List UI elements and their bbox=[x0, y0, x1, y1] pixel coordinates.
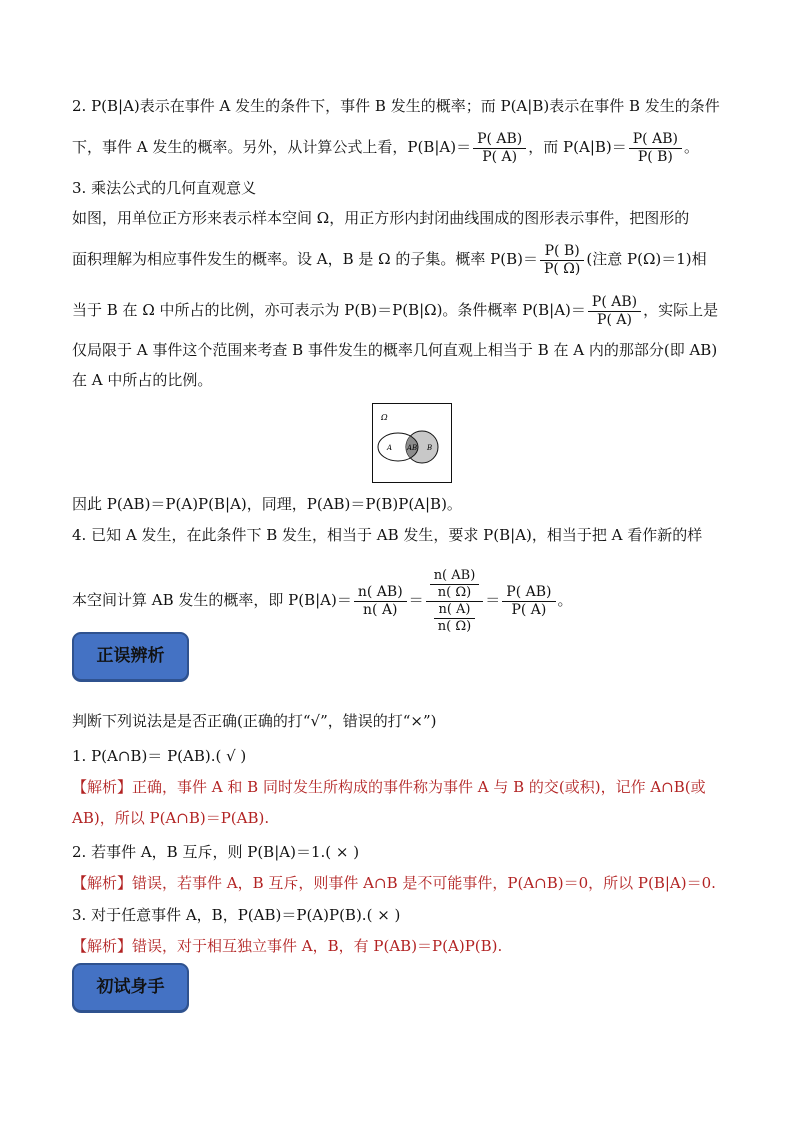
b-label: B bbox=[427, 444, 433, 452]
p2-line2 bbox=[72, 126, 699, 168]
section-tag-first-try: 初试身手 bbox=[72, 963, 189, 1012]
fraction-numerator: P( AB) bbox=[588, 294, 641, 312]
fraction-numerator: P( AB) bbox=[629, 131, 682, 149]
fraction-n-ab-over-n-omega bbox=[430, 568, 480, 601]
p2-line2-mid: ，而 P(A|B)＝ bbox=[528, 138, 627, 156]
equals-sign: ＝ bbox=[408, 591, 424, 609]
answer-2-text: 错误，若事件 A，B 互斥，则事件 A∩B 是不可能事件，P(A∩B)＝0，所以 P(B|A)＝0. bbox=[132, 874, 716, 892]
analysis-label: 【解析】 bbox=[72, 874, 133, 892]
answer-1-line1 bbox=[72, 777, 706, 797]
equals-sign: ＝ bbox=[485, 591, 501, 609]
p3-line1: 如图，用单位正方形来表示样本空间 Ω，用正方形内封闭曲线围成的图形表示事件，把图形的 bbox=[72, 209, 690, 227]
fraction-numerator: P( AB) bbox=[473, 131, 526, 149]
p2-line1: 2. P(B|A)表示在事件 A 发生的条件下，事件 B 发生的概率；而 P(A|B)表示在事件 B 发生的条件 bbox=[72, 97, 720, 115]
fraction-p-ab-over-p-b bbox=[629, 131, 682, 166]
analysis-label: 【解析】 bbox=[72, 937, 133, 955]
answer-2 bbox=[72, 873, 716, 893]
p3-line3-prefix: 当于 B 在 Ω 中所占的比例，亦可表示为 P(B)＝P(B|Ω)。条件概率 P(B|A)＝ bbox=[72, 301, 586, 319]
fraction-n-ab-over-n-a bbox=[354, 584, 407, 619]
p3-line2-end: (注意 P(Ω)＝1)相 bbox=[586, 250, 707, 268]
answer-1-line2: AB)，所以 P(A∩B)＝P(AB). bbox=[72, 809, 270, 827]
fraction-p-ab-over-p-a bbox=[473, 131, 526, 166]
answer-1-text: 正确，事件 A 和 B 同时发生所构成的事件称为事件 A 与 B 的交(或积)，记作 A∩B(或 bbox=[132, 778, 706, 796]
section-tag-true-false: 正误辨析 bbox=[72, 632, 189, 681]
p3-conclusion: 因此 P(AB)＝P(A)P(B|A)，同理，P(AB)＝P(B)P(A|B)。 bbox=[72, 495, 462, 513]
answer-3-text: 错误，对于相互独立事件 A，B，有 P(AB)＝P(A)P(B). bbox=[132, 937, 503, 955]
question-3: 3. 对于任意事件 A，B，P(AB)＝P(A)P(B).( × ) bbox=[72, 906, 401, 924]
fraction-p-ab-over-p-a bbox=[588, 294, 641, 329]
fraction-numerator: n( A) bbox=[434, 602, 475, 619]
analysis-label: 【解析】 bbox=[72, 778, 133, 796]
fraction-denominator: P( Ω) bbox=[543, 260, 581, 277]
p3-line3-end: ，实际上是 bbox=[643, 301, 719, 319]
p2-line2-end: 。 bbox=[683, 138, 699, 156]
fraction-numerator: n( AB) bbox=[354, 584, 407, 602]
compound-numerator bbox=[426, 568, 484, 602]
p2-line2-prefix: 下，事件 A 发生的概率。另外，从计算公式上看，P(B|A)＝ bbox=[72, 138, 472, 156]
fraction-denominator: P( A) bbox=[597, 311, 632, 328]
question-1: 1. P(A∩B)＝ P(AB).( √ ) bbox=[72, 747, 247, 765]
fraction-denominator: P( A) bbox=[511, 601, 547, 618]
fraction-denominator: n( Ω) bbox=[437, 618, 472, 634]
fraction-n-a-over-n-omega bbox=[434, 602, 475, 635]
compound-fraction bbox=[426, 568, 484, 635]
answer-3 bbox=[72, 936, 502, 956]
p3-line2 bbox=[72, 238, 707, 280]
a-label: A bbox=[387, 444, 393, 452]
p3-line2-prefix: 面积理解为相应事件发生的概率。设 A，B 是 Ω 的子集。概率 P(B)＝ bbox=[72, 250, 538, 268]
p3-title: 3. 乘法公式的几何直观意义 bbox=[72, 179, 257, 197]
fraction-numerator: n( AB) bbox=[430, 568, 480, 585]
omega-label: Ω bbox=[381, 413, 388, 422]
compound-denominator bbox=[426, 602, 484, 635]
fraction-denominator: P( B) bbox=[637, 148, 673, 165]
fraction-numerator: P( B) bbox=[540, 243, 584, 261]
question-2: 2. 若事件 A，B 互斥，则 P(B|A)＝1.( × ) bbox=[72, 843, 360, 861]
p3-line3 bbox=[72, 289, 718, 331]
venn-diagram bbox=[372, 403, 452, 483]
fraction-denominator: n( Ω) bbox=[437, 584, 472, 600]
fraction-p-b-over-p-omega bbox=[540, 243, 584, 278]
fraction-numerator: P( AB) bbox=[502, 584, 555, 602]
fraction-denominator: P( A) bbox=[482, 148, 518, 165]
judge-intro: 判断下列说法是是否正确(正确的打“√”，错误的打“×”) bbox=[72, 712, 437, 730]
p4-line1: 4. 已知 A 发生，在此条件下 B 发生，相当于 AB 发生，要求 P(B|A)，相当于把 A 看作新的样 bbox=[72, 526, 703, 544]
p4-end: 。 bbox=[557, 591, 573, 609]
p4-line2-prefix: 本空间计算 AB 发生的概率，即 P(B|A)＝ bbox=[72, 591, 352, 609]
p3-line4: 仅局限于 A 事件这个范围来考查 B 事件发生的概率几何直观上相当于 B 在 A 内的那部分(即 AB) bbox=[72, 341, 718, 359]
fraction-denominator: n( A) bbox=[363, 601, 398, 618]
fraction-p-ab-over-p-a bbox=[502, 584, 555, 619]
ab-label: AB bbox=[407, 444, 418, 452]
p3-line5: 在 A 中所占的比例。 bbox=[72, 371, 213, 389]
